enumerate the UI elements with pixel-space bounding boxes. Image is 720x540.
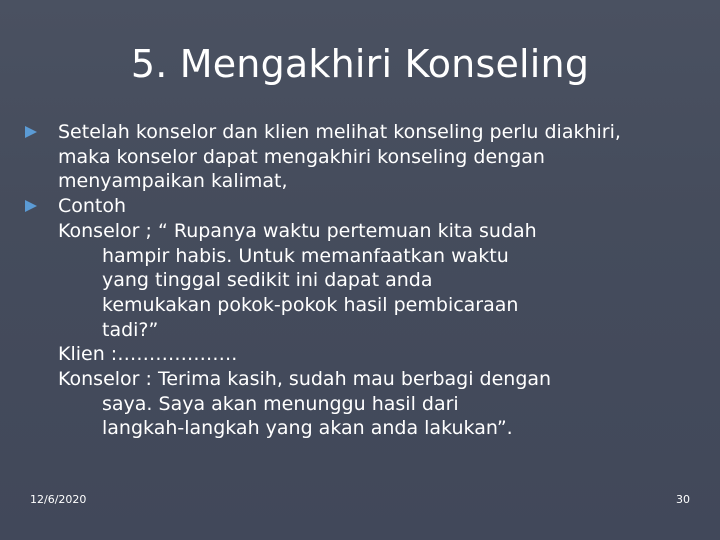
bullet-intro-line-2: maka konselor dapat mengakhiri konseling dengan <box>58 145 545 168</box>
example-line-4: kemukakan pokok-pokok hasil pembicaraan <box>102 293 519 316</box>
triangle-bullet-icon <box>25 126 37 138</box>
example-line-2: hampir habis. Untuk memanfaatkan waktu <box>102 244 509 267</box>
bullet-example-label: Contoh <box>58 195 127 218</box>
triangle-bullet-icon <box>25 200 37 212</box>
example-line-6: Klien :………………. <box>58 343 238 366</box>
slide-title: 5. Mengakhiri Konseling <box>130 42 590 86</box>
bullet-item-example <box>22 194 702 219</box>
bullet-intro-line-3: menyampaikan kalimat, <box>58 170 288 193</box>
footer-page-number: 30 <box>676 493 690 506</box>
bullet-item-intro <box>22 120 702 194</box>
example-line-3: yang tinggal sedikit ini dapat anda <box>102 269 433 292</box>
example-line-8: saya. Saya akan menunggu hasil dari <box>102 392 459 415</box>
example-line-7: Konselor : Terima kasih, sudah mau berbagi dengan <box>58 368 552 391</box>
slide-content <box>22 120 702 441</box>
bullet-intro-line-1: Setelah konselor dan klien melihat konseling perlu diakhiri, <box>58 121 621 143</box>
example-line-5: tadi?” <box>102 318 159 341</box>
example-line-9: langkah-langkah yang akan anda lakukan”. <box>102 417 513 440</box>
footer-date: 12/6/2020 <box>30 493 87 506</box>
example-line-1: Konselor ; “ Rupanya waktu pertemuan kita sudah <box>58 219 537 242</box>
